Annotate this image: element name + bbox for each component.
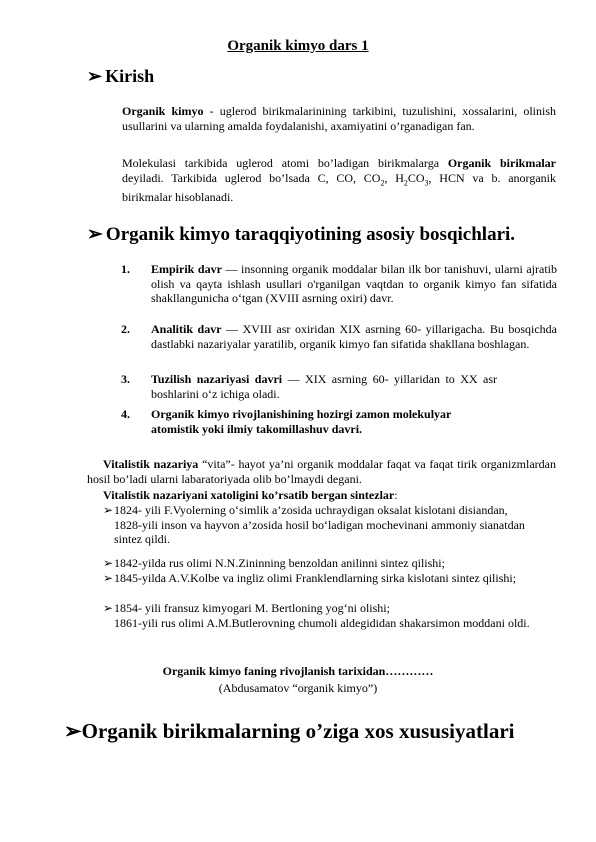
list-number: 2. [121, 322, 130, 336]
stage-title: Empirik davr [151, 262, 222, 276]
bullet-text: 1845-yilda A.V.Kolbe va ingliz olimi Franklendlarning sirka kislotani sintez qilishi; [114, 571, 517, 585]
term-organik-kimyo: Organik kimyo [122, 104, 204, 118]
vitalism-paragraph [87, 457, 556, 487]
arrow-bullet-icon: ➢ [87, 66, 103, 86]
vitalism-errors-heading [103, 488, 556, 503]
list-item [121, 372, 557, 402]
kirish-heading-text: Kirish [105, 66, 155, 86]
section-heading-properties [64, 719, 515, 743]
tail-text: 1861-yili rus olimi A.M.Butlerovning chumoli aldegididan shakarsimon moddani oldi. [114, 616, 530, 630]
history-source: (Abdusamatov “organik kimyo”) [218, 681, 378, 695]
kirish-p2-b: , H [384, 171, 404, 185]
subscript-2: 2 [380, 178, 385, 188]
section-heading-stages [87, 224, 515, 246]
stage-text: — XVIII asr oxiridan XIX asrning 60- yillarigacha. Bu bosqichda dastlabki nazariyalar yaratilib, organik kimyo fan sifatida shakllana boshlagan. [151, 322, 558, 351]
history-line [0, 664, 596, 679]
term-vitalistik-nazariya: Vitalistik nazariya [103, 457, 199, 471]
list-item [121, 262, 557, 320]
arrow-bullet-icon: ➢ [103, 601, 114, 615]
kirish-paragraph-2 [122, 156, 556, 205]
errors-heading-text: Vitalistik nazariyani xatoligini ko’rsatib bergan sintezlar [103, 488, 395, 502]
arrow-bullet-icon: ➢ [103, 503, 114, 517]
history-bold-text: Organik kimyo faning rivojlanish tarixidan………… [162, 664, 434, 678]
bullet-text: 1854- yili fransuz kimyogari M. Bertloning yog‘ni olishi; [114, 601, 390, 615]
properties-heading-text: Organik birikmalarning o’ziga xos xususiyatlari [81, 719, 515, 743]
subscript-2b: 2 [403, 178, 408, 188]
arrow-bullet-icon: ➢ [103, 556, 114, 570]
subscript-3: 3 [424, 178, 429, 188]
page-title: Organik kimyo dars 1 [227, 38, 369, 54]
list-item [103, 601, 556, 616]
list-number: 4. [121, 407, 130, 421]
arrow-bullet-icon: ➢ [103, 571, 114, 585]
kirish-p1-text: - uglerod birikmalarinining tarkibini, tuzulishini, xossalarini, olinish usullarini va ularning amalda foydalanishi, axamiyatini o’rganadigan fan. [122, 104, 556, 133]
bullet-text: 1842-yilda rus olimi N.N.Zininning benzoldan anilinni sintez qilishi; [114, 556, 445, 570]
stage-title: Analitik davr [151, 322, 222, 336]
list-item [103, 503, 556, 547]
stage-title: Organik kimyo rivojlanishining hozirgi zamon molekulyar atomistik yoki ilmiy takomillashuv davri. [151, 407, 452, 436]
vitalism-text: “vita”- hayot ya’ni organik moddalar faqat va faqat tirik organizmlardan hosil bo’ladi ularni labaratoriyada olib bo’lmaydi degani. [87, 457, 556, 486]
list-number: 1. [121, 262, 130, 276]
kirish-paragraph-1 [122, 104, 556, 134]
arrow-bullet-icon: ➢ [64, 719, 82, 743]
stage-text: — XIX asrning 60- yillaridan to XX asr boshlarini o‘z ichiga oladi. [151, 372, 497, 401]
list-item [121, 407, 557, 437]
list-number: 3. [121, 372, 130, 386]
vitalism-tail [114, 616, 534, 646]
kirish-p2-start: Molekulasi tarkibida uglerod atomi bo’ladigan birikmalarga [122, 156, 448, 170]
stages-heading-text: Organik kimyo taraqqiyotining asosiy bosqichlari. [105, 224, 516, 245]
stage-title: Tuzilish nazariyasi davri [151, 372, 283, 386]
errors-colon: : [394, 488, 398, 502]
arrow-bullet-icon: ➢ [87, 224, 103, 245]
section-heading-kirish [87, 65, 154, 87]
term-organik-birikmalar: Organik birikmalar [447, 156, 556, 170]
stage-text: — insonning organik moddalar bilan ilk bor tanishuvi, ularni ajratib olish va qayta ishlash usullari o'rganilgan vaqtdan to organik kimyo fan sifatida shakllangunicha o‘tgan (XVIII asrning oxiri) davr. [151, 262, 558, 305]
bullet-text: 1824- yili F.Vyolerning o‘simlik a’zosida uchraydigan oksalat kislotani disiandan, 1828-yili inson va hayvon a’zosida hosil bo‘ladigan mochevinani ammoniy sianatdan sintez qildi. [114, 503, 525, 546]
kirish-p2-d: , HCN va b. anorganik birikmalar hisoblanadi. [122, 171, 556, 205]
list-item [103, 571, 556, 600]
kirish-p2-a: deyiladi. Tarkibida uglerod bo’lsada C, CO, CO [122, 171, 381, 185]
list-item [121, 322, 557, 366]
list-item [103, 556, 556, 571]
kirish-p2-c: CO [407, 171, 425, 185]
